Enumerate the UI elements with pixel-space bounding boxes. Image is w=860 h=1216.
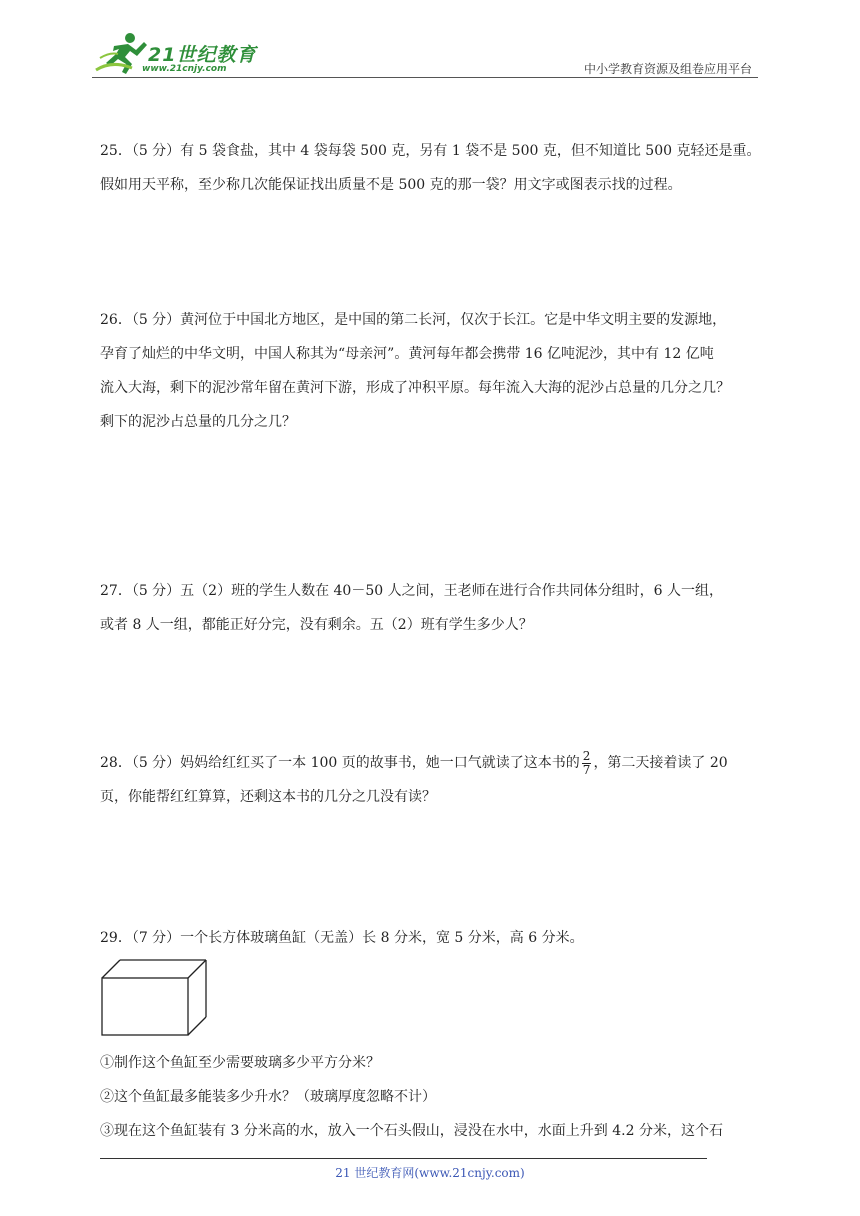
question-27-line-1: 27．（5 分）五（2）班的学生人数在 40－50 人之间，王老师在进行合作共同体分组时，6 人一组，: [100, 583, 723, 599]
question-26-line-2: 孕育了灿烂的中华文明，中国人称其为“母亲河”。黄河每年都会携带 16 亿吨泥沙，其中有 12 亿吨: [100, 346, 714, 362]
question-29: [100, 921, 770, 955]
question-28-text-after: ，第二天接着读了 20: [593, 755, 728, 771]
question-26-line-1: 26．（5 分）黄河位于中国北方地区，是中国的第二长河，仅次于长江。它是中华文明主要的发源地，: [100, 312, 727, 328]
header-divider: [92, 77, 758, 78]
question-28-text-before: 28．（5 分）妈妈给红红买了一本 100 页的故事书，她一口气就读了这本书的: [100, 755, 580, 771]
footer-link[interactable]: 21 世纪教育网(www.21cnjy.com): [335, 1166, 525, 1180]
footer-divider: [100, 1158, 707, 1159]
question-29-sub-3: ③现在这个鱼缸装有 3 分米高的水，放入一个石头假山，浸没在水中，水面上升到 4.2 分米，这个石: [100, 1123, 723, 1139]
question-26: [100, 303, 770, 439]
site-logo[interactable]: [92, 30, 262, 76]
question-28: [100, 746, 770, 814]
fraction-two-sevenths: [582, 750, 592, 777]
question-28-line-2: 页，你能帮红红算算，还剩这本书的几分之几没有读？: [100, 789, 436, 805]
page-header: [92, 30, 758, 78]
platform-title: 中小学教育资源及组卷应用平台: [583, 62, 752, 76]
question-29-sub-1: ①制作这个鱼缸至少需要玻璃多少平方分米？: [100, 1055, 380, 1071]
question-25: [100, 134, 770, 202]
question-25-line-2: 假如用天平称，至少称几次能保证找出质量不是 500 克的那一袋？用文字或图表示找的过程。: [100, 177, 682, 193]
cuboid-figure: [100, 958, 210, 1038]
question-26-line-3: 流入大海，剩下的泥沙常年留在黄河下游，形成了冲积平原。每年流入大海的泥沙占总量的几分之几？: [100, 380, 730, 396]
cuboid-diagram: [100, 958, 210, 1038]
question-27-line-2: 或者 8 人一组，都能正好分完，没有剩余。五（2）班有学生多少人？: [100, 617, 533, 633]
question-29-sub-2: ②这个鱼缸最多能装多少升水？（玻璃厚度忽略不计）: [100, 1089, 436, 1105]
logo-url-text: www.21cnjy.com: [142, 64, 227, 74]
question-28-line-1: [100, 746, 770, 780]
question-25-line-1: 25．（5 分）有 5 袋食盐，其中 4 袋每袋 500 克，另有 1 袋不是 500 克，但不知道比 500 克轻还是重。: [100, 143, 761, 159]
logo-brand-text: 21世纪教育: [148, 44, 257, 66]
question-27: [100, 574, 770, 642]
fraction-denominator: 7: [582, 762, 591, 777]
question-29-line-1: 29．（7 分）一个长方体玻璃鱼缸（无盖）长 8 分米，宽 5 分米，高 6 分米。: [100, 930, 584, 946]
fraction-numerator: 2: [582, 748, 591, 763]
question-26-line-4: 剩下的泥沙占总量的几分之几？: [100, 414, 296, 430]
